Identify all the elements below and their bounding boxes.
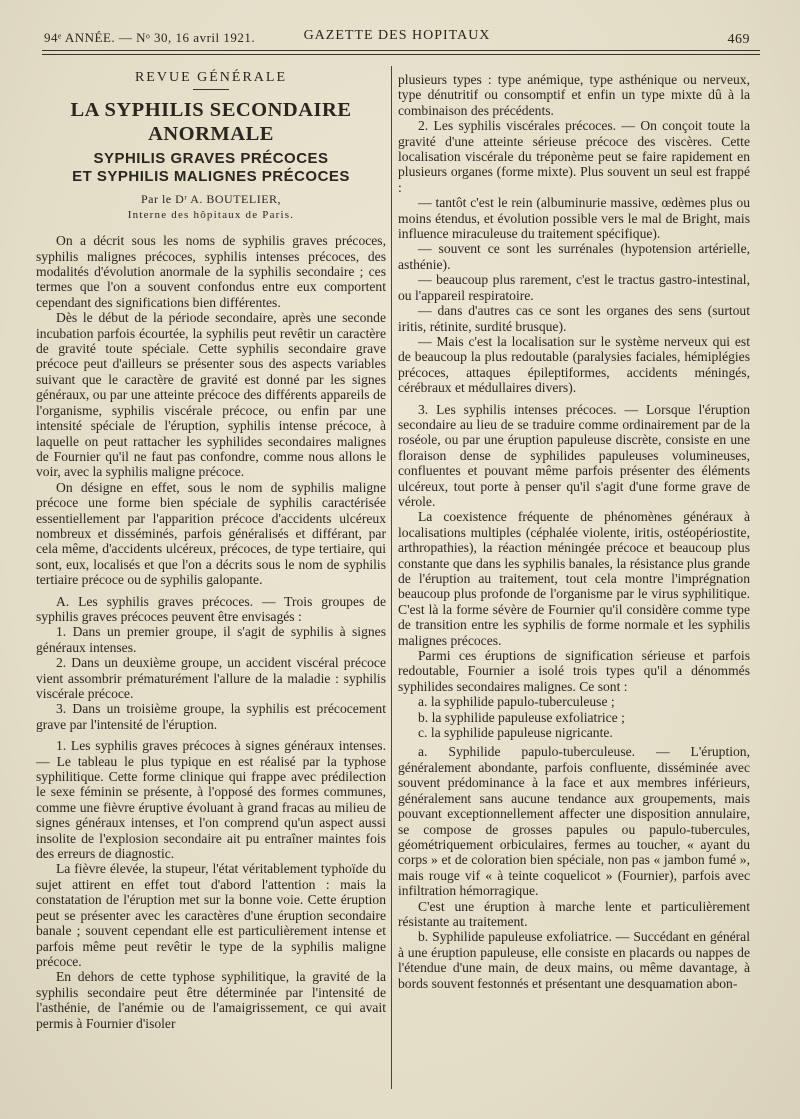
right-column [398, 72, 750, 991]
paragraph: En dehors de cette typhose syphilitique, la gravité de la syphilis secondaire peut être déterminée par l'intensité de l'asthénie, de l'anémie ou de l'amaigrissement, ce qui avait permis à Fournier d'isoler [36, 969, 386, 1031]
paragraph: 1. Les syphilis graves précoces à signes généraux intenses. — Le tableau le plus typique en est réalisé par la typhose syphilitique. Cette forme clinique qui frappe avec prédilection le sexe féminin se présente, à l'opposé des formes communes, comme une fièvre éruptive évoluant à grand fracas au milieu de signes généraux intenses, et l'on comprend qu'un aspect aussi insolite de l'explosion secondaire ait pu entraîner maintes fois des erreurs de diagnostic. [36, 738, 386, 862]
author-line: Par le Dʳ A. BOUTELIER, [140, 192, 282, 207]
paragraph: La fièvre élevée, la stupeur, l'état véritablement typhoïde du sujet attirent en effet tout d'abord l'attention : mais la constatation de l'éruption met sur la bonne voie. Cette éruption peut se présenter avec les caractères d'une éruption secondaire banale ; souvent cependant elle est particulièrement intense et parfois même peut revêtir le type de la syphilis maligne précoce. [36, 861, 386, 969]
journal-title: GAZETTE DES HOPITAUX [303, 28, 491, 43]
paragraph: — beaucoup plus rarement, c'est le tractus gastro-intestinal, ou l'appareil respiratoire. [398, 272, 750, 303]
paragraph: 3. Les syphilis intenses précoces. — Lorsque l'éruption secondaire au lieu de se traduire comme ordinairement par de la roséole, ou par une éruption papuleuse discrète, consiste en une floraison dense de syphilides papuleuses volumineuses, confluentes et pouvant même parfois présenter des éléments ulcéreux, tout porte à penser qu'il s'agit d'une forme grave de vérole. [398, 401, 750, 509]
paragraph: On a décrit sous les noms de syphilis graves précoces, syphilis malignes précoces, syphilis intenses précoces, des modalités d'évolution anormale de la syphilis secondaire ; ces termes que l'on a souvent confondus entre eux comportent cependant des significations bien différentes. [36, 233, 386, 310]
paragraph: 2. Les syphilis viscérales précoces. — On conçoit toute la gravité d'une atteinte sérieuse précoce des viscères. Cette localisation viscérale du tréponème peut se faire rapidement en plusieurs organes (forme mixte). Plus souvent un seul est frappé : [398, 118, 750, 195]
list-item: b. la syphilide papuleuse exfoliatrice ; [418, 709, 625, 725]
author-role: Interne des hôpitaux de Paris. [127, 208, 295, 221]
column-divider [391, 66, 392, 1089]
paragraph: — Mais c'est la localisation sur le système nerveux qui est de beaucoup la plus redoutable (paralysies faciales, hémiplégies précoces, attaques épileptiformes, accidents méningés, cérébraux et médullaires divers). [398, 333, 750, 396]
paragraph: — dans d'autres cas ce sont les organes des sens (surtout iritis, rétinite, surdité brusque). [398, 303, 750, 334]
paragraph: On désigne en effet, sous le nom de syphilis maligne précoce une forme bien spéciale de syphilis caractérisée essentiellement par l'apparition précoce d'accidents ulcéreux nombreux et disséminés, parfois généralisés et différant, par cela même, d'accidents ulcéreux, précoces, de type tertiaire, qui sont, eux, localisés et que l'on a décrits sous le nom de syphilis tertiaire précoce ou de syphilis galopante. [36, 479, 386, 588]
page-number: 469 [727, 32, 750, 47]
paragraph: C'est une éruption à marche lente et particulièrement résistante au traitement. [398, 898, 750, 929]
paragraph: 2. Dans un deuxième groupe, un accident viscéral précoce vient assombrir prématurément l'allure de la maladie : syphilis viscérale précoce. [36, 655, 386, 701]
paragraph: 3. Dans un troisième groupe, la syphilis est précocement grave par l'intensité de l'éruption. [36, 701, 386, 732]
paragraph: a. Syphilide papulo-tuberculeuse. — L'éruption, généralement abondante, parfois confluente, disséminée avec souvent prédominance à la face et aux membres inférieurs, généralement sans aucune tendance aux groupements, mais pouvant exceptionnellement affecter une disposition annulaire, se compose de grosses papules ou papulo-tubercules, géométriquement orbiculaires, fermes au toucher, « ayant du corps » et de coloration bien spéciale, non pas « jambon fumé », mais rouge vif « à teinte coquelicot » (Fournier), parfois avec infiltration hémorragique. [398, 744, 750, 899]
paragraph: Dès le début de la période secondaire, après une seconde incubation parfois écourtée, la syphilis peut revêtir un caractère de gravité toute spéciale. Cette syphilis secondaire grave précoce peut d'ailleurs se présenter sous des aspects variables suivant que le caractère de gravité est donné par les signes généraux, ou par une atteinte précoce des différents appareils de l'organisme, syphilis viscérale précoce, ou enfin par une intensité spéciale de l'éruption, syphilis intense précoce, à laquelle on peut rattacher les syphilides secondaires malignes de Fournier qu'il ne faut pas confondre, comme nous allons le voir, avec la syphilis maligne précoce. [36, 310, 386, 480]
running-header [44, 26, 750, 48]
article-subtitle-2: ET SYPHILIS MALIGNES PRÉCOCES [72, 168, 350, 186]
paragraph: A. Les syphilis graves précoces. — Trois groupes de syphilis graves précoces peuvent être envisagés : [36, 593, 386, 624]
paragraph: — souvent ce sont les surrénales (hypotension artérielle, asthénie). [398, 241, 750, 272]
paragraph: La coexistence fréquente de phénomènes généraux à localisations multiples (céphalée violente, iritis, ostéopériostite, arthropathies), la réaction méningée précoce et beaucoup plus constante que dans les syphilis banales, la résistance plus grande de l'éruption au traitement, tout cela montre l'imprégnation beaucoup plus profonde de l'organisme par le virus syphilitique. C'est là la forme sévère de Fournier qu'il considère comme type de transition entre les syphilis de forme normale et les syphilis malignes précoces. [398, 509, 750, 648]
section-rule [193, 89, 229, 90]
paragraph: 1. Dans un premier groupe, il s'agit de syphilis à signes généraux intenses. [36, 624, 386, 655]
paragraph: — tantôt c'est le rein (albuminurie massive, œdèmes plus ou moins étendus, et évolution possible vers le mal de Bright, mais influence miraculeuse du traitement spécifique). [398, 195, 750, 242]
header-rule [42, 50, 760, 51]
article-subtitle: SYPHILIS GRAVES PRÉCOCES [93, 150, 329, 168]
paragraph: b. Syphilide papuleuse exfoliatrice. — Succédant en général à une éruption papuleuse, elle consiste en placards ou nappes de l'étendue d'une main, de deux mains, ou même davantage, à bords souvent festonnés et présentant une desquamation abon- [398, 929, 750, 991]
issue-line: 94ᵉ ANNÉE. — Nᵒ 30, 16 avril 1921. [44, 30, 256, 45]
paragraph: Parmi ces éruptions de signification sérieuse et parfois redoutable, Fournier a isolé trois types qu'il a dénommés syphilides secondaires malignes. Ce sont : [398, 648, 750, 694]
list-item: c. la syphilide papuleuse nigricante. [418, 725, 613, 741]
article-title: LA SYPHILIS SECONDAIRE ANORMALE [70, 99, 352, 146]
list-item: a. la syphilide papulo-tuberculeuse ; [418, 694, 615, 710]
paragraph: plusieurs types : type anémique, type asthénique ou nerveux, type dénutritif ou consomptif et enfin un type mixte dû à la combinaison des précédents. [398, 72, 750, 118]
header-rule-thin [42, 54, 760, 55]
section-title: REVUE GÉNÉRALE [134, 70, 288, 85]
left-column [36, 60, 386, 1031]
